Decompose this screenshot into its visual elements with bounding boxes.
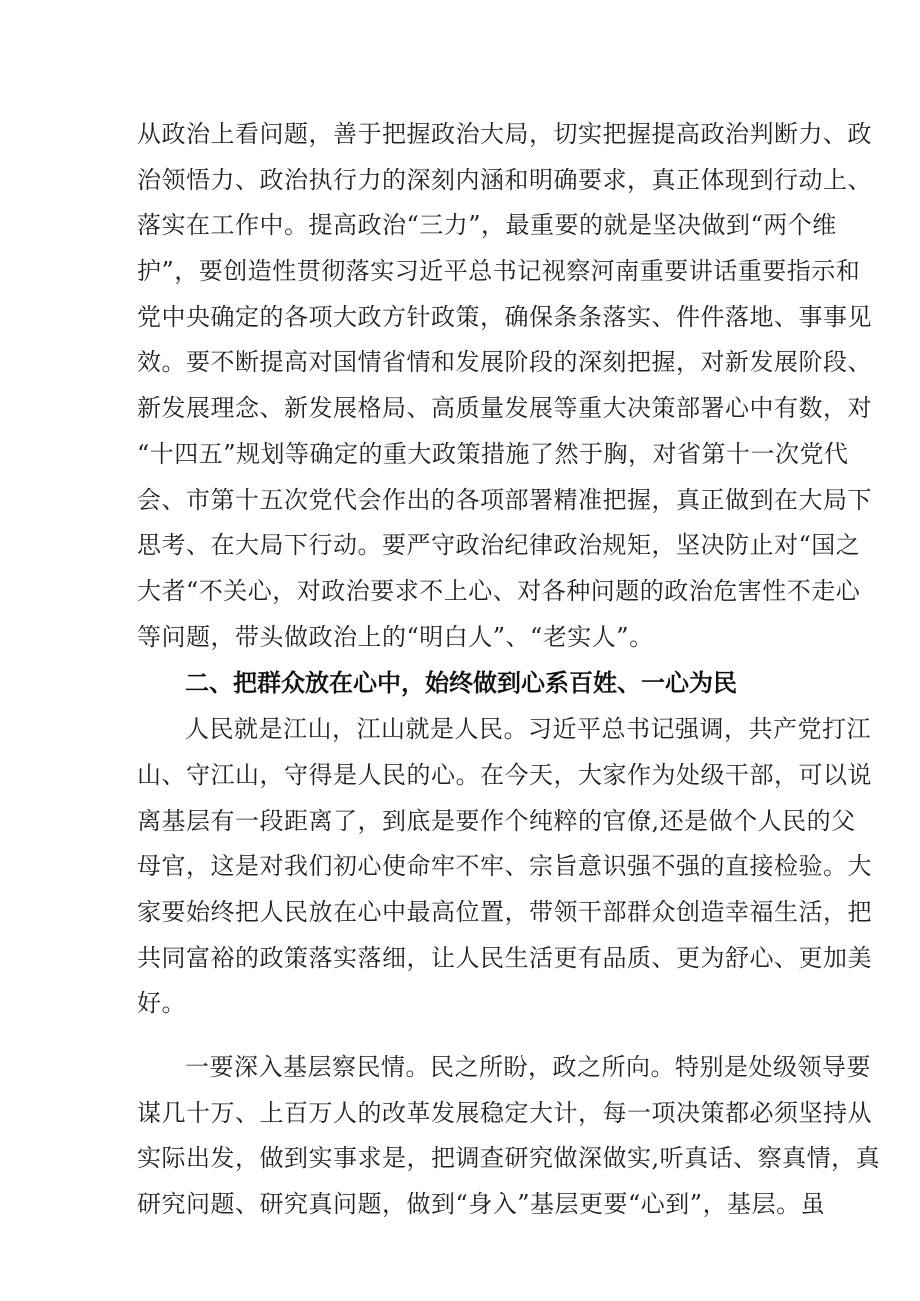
paragraph-line: 等问题，带头做政治上的“明白人”、“老实人”。 xyxy=(137,622,654,651)
paragraph-line: 离基层有一段距离了，到底是要作个纯粹的官僚,还是做个人民的父 xyxy=(137,806,856,835)
paragraph-line: 思考、在大局下行动。要严守政治纪律政治规矩，坚决防止对“国之 xyxy=(137,531,861,560)
paragraph-line: 护”，要创造性贯彻落实习近平总书记视察河南重要讲话重要指示和 xyxy=(137,257,861,286)
paragraph-line: 落实在工作中。提高政治“三力”，最重要的就是坚决做到“两个维 xyxy=(137,211,837,240)
section-heading: 二、把群众放在心中，始终做到心系百姓、一心为民 xyxy=(185,669,737,698)
paragraph-line: 大者“不关心，对政治要求不上心、对各种问题的政治危害性不走心 xyxy=(137,576,861,605)
paragraph-grassroots xyxy=(137,1045,881,1228)
paragraph-line: 好。 xyxy=(137,989,186,1018)
paragraph-line: 效。要不断提高对国情省情和发展阶段的深刻把握，对新发展阶段、 xyxy=(137,348,872,377)
paragraph-line: 家要始终把人民放在心中最高位置，带领干部群众创造幸福生活，把 xyxy=(137,898,872,926)
paragraph-line: 党中央确定的各项大政方针政策，确保条条落实、件件落地、事事见 xyxy=(137,302,872,331)
paragraph-political-awareness xyxy=(137,112,872,660)
paragraph-line: “十四五”规划等确定的重大政策措施了然于胸，对省第十一次党代 xyxy=(137,439,849,468)
paragraph-line: 从政治上看问题，善于把握政治大局，切实把握提高政治判断力、政 xyxy=(137,120,872,148)
paragraph-line: 一要深入基层察民情。民之所盼，政之所向。特别是处级领导要 xyxy=(185,1053,871,1082)
paragraph-line: 母官，这是对我们初心使命牢不牢、宗旨意识强不强的直接检验。大 xyxy=(137,852,872,881)
paragraph-line: 人民就是江山，江山就是人民。习近平总书记强调，共产党打江 xyxy=(185,715,871,744)
paragraph-line: 会、市第十五次党代会作出的各项部署精准把握，真正做到在大局下 xyxy=(137,485,872,514)
paragraph-spacer xyxy=(137,1027,797,1045)
paragraph-line: 新发展理念、新发展格局、高质量发展等重大决策部署心中有数，对 xyxy=(137,394,872,423)
paragraph-line: 治领悟力、政治执行力的深刻内涵和明确要求，真正体现到行动上、 xyxy=(137,165,872,194)
paragraph-line: 共同富裕的政策落实落细，让人民生活更有品质、更为舒心、更加美 xyxy=(137,943,872,972)
document-body xyxy=(137,112,881,1228)
paragraph-line: 研究问题、研究真问题，做到“身入”基层更要“心到”，基层。虽 xyxy=(137,1190,826,1219)
paragraph-line: 谋几十万、上百万人的改革发展稳定大计，每一项决策都必须坚持从 xyxy=(137,1098,872,1127)
paragraph-line: 山、守江山，守得是人民的心。在今天，大家作为处级干部，可以说 xyxy=(137,760,872,789)
paragraph-people-first xyxy=(137,707,872,1027)
paragraph-line: 实际出发，做到实事求是，把调查研究做深做实,听真话、察真情，真 xyxy=(137,1144,881,1173)
